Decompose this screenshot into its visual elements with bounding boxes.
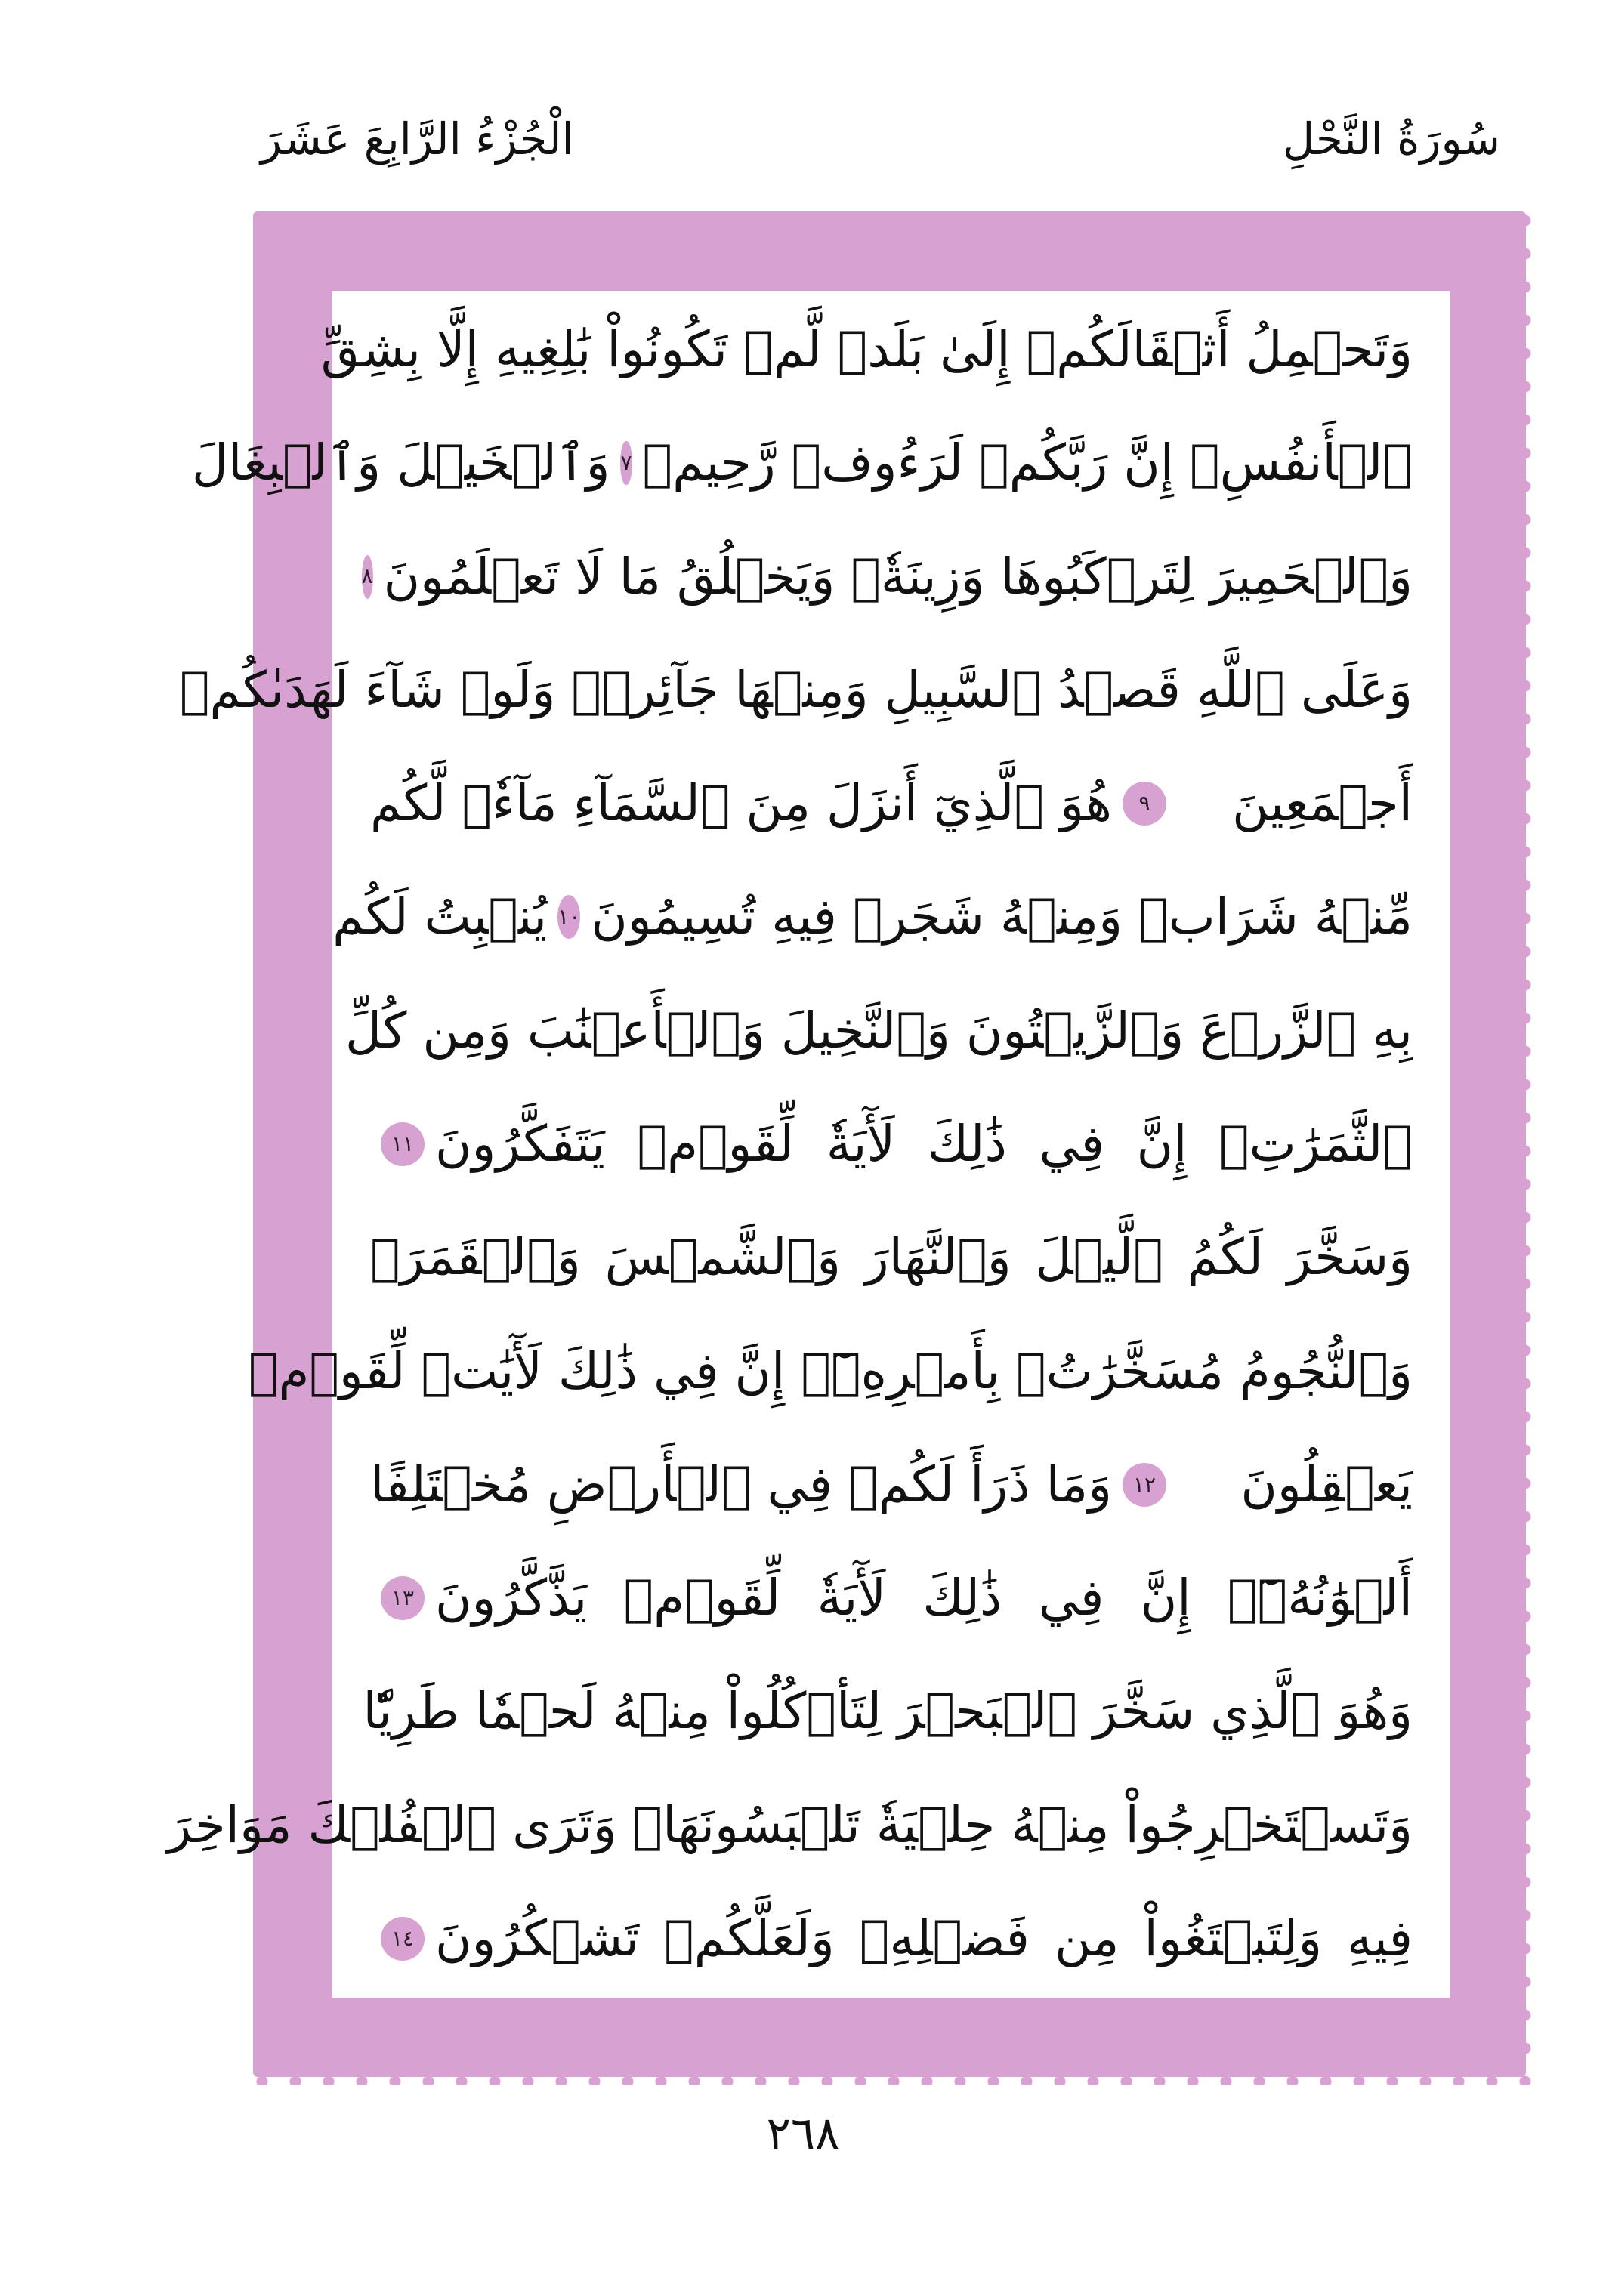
verse-line (332, 887, 1413, 946)
verse-text: ٱلثَّمَرَٰتِۚ إِنَّ فِي ذَٰلِكَ لَأٓيَةٗ لِّقَوۡمٖ يَتَفَكَّرُونَ (435, 1114, 1413, 1173)
verse-line (192, 434, 1413, 492)
verse-line (320, 320, 1413, 378)
verse-text: أَلۡوَٰنُهُۥٓۚ إِنَّ فِي ذَٰلِكَ لَأٓيَةٗ لِّقَوۡمٖ يَذَّكَّرُونَ (435, 1569, 1413, 1628)
verse-line (179, 660, 1413, 719)
verse-text: وَعَلَى ٱللَّهِ قَصۡدُ ٱلسَّبِيلِ وَمِنۡهَا جَآئِرٞۚ وَلَوۡ شَآءَ لَهَدَىٰكُمۡ (179, 660, 1413, 719)
verse-line (370, 1116, 1413, 1173)
verse-text: وَتَحۡمِلُ أَثۡقَالَكُمۡ إِلَىٰ بَلَدٖ لَّمۡ تَكُونُواْ بَٰلِغِيهِ إِلَّا بِشِقِّ (320, 320, 1413, 378)
verse-line (370, 1910, 1413, 1967)
verse-text: وَهُوَ ٱلَّذِي سَخَّرَ ٱلۡبَحۡرَ لِتَأۡكُلُواْ مِنۡهُ لَحۡمٗا طَرِيّٗا (363, 1682, 1413, 1741)
verse-text: وَتَسۡتَخۡرِجُواْ مِنۡهُ حِلۡيَةٗ تَلۡبَسُونَهَاۖ وَتَرَى ٱلۡفُلۡكَ مَوَاخِرَ (167, 1795, 1413, 1854)
ayah-number-marker: ٩ (1123, 782, 1166, 826)
ayah-number-marker: ١٤ (381, 1917, 425, 1961)
ayah-number-marker: ١٠ (557, 895, 580, 939)
ayah-number-marker: ٧ (620, 441, 632, 485)
verse-line (363, 1682, 1413, 1741)
verse-text: يَعۡقِلُونَ (1240, 1455, 1413, 1514)
page-number: ٢٦٨ (766, 2107, 840, 2160)
verse-text-continuation: وَمَا ذَرَأَ لَكُمۡ فِي ٱلۡأَرۡضِ مُخۡتَلِفًا (370, 1455, 1113, 1514)
verse-line (370, 775, 1413, 832)
quran-text-panel (167, 291, 1450, 1998)
ayah-number-marker: ١٣ (381, 1576, 425, 1620)
verse-text: فِيهِ وَلِتَبۡتَغُواْ مِن فَضۡلِهِۦ وَلَعَلَّكُمۡ تَشۡكُرُونَ (435, 1909, 1413, 1967)
verse-line (167, 1795, 1413, 1854)
verse-text-continuation: يُنۢبِتُ لَكُم (332, 887, 548, 946)
verse-text-continuation: وَٱلۡخَيۡلَ وَٱلۡبِغَالَ (192, 434, 610, 492)
verse-text: وَٱلنُّجُومُ مُسَخَّرَٰتُۢ بِأَمۡرِهِۦٓۚ إِنَّ فِي ذَٰلِكَ لَأٓيَٰتٖ لِّقَوۡمٖ (248, 1341, 1413, 1400)
verse-text: ٱلۡأَنفُسِۚ إِنَّ رَبَّكُمۡ لَرَءُوفٞ رَّحِيمٞ (642, 434, 1413, 492)
verse-text: أَجۡمَعِينَ (1232, 774, 1413, 833)
verse-line (370, 1229, 1413, 1286)
verse-text: مِّنۡهُ شَرَابٞ وَمِنۡهُ شَجَرٞ فِيهِ تُسِيمُونَ (591, 887, 1413, 946)
verse-text-continuation: هُوَ ٱلَّذِيٓ أَنزَلَ مِنَ ٱلسَّمَآءِ مَآءٗۖ لَّكُم (370, 774, 1112, 833)
verse-text: وَٱلۡحَمِيرَ لِتَرۡكَبُوهَا وَزِينَةٗۚ وَيَخۡلُقُ مَا لَا تَعۡلَمُونَ (383, 547, 1413, 606)
ayah-number-marker: ١١ (381, 1122, 425, 1166)
ayah-number-marker: ١٢ (1123, 1463, 1166, 1507)
verse-line (370, 1456, 1413, 1514)
verse-lines (167, 320, 1413, 1967)
verse-line (248, 1341, 1413, 1400)
verse-line (345, 1001, 1413, 1060)
surah-name-header: سُورَةُ النَّحْلِ (1282, 113, 1500, 165)
juz-name-header: الْجُزْءُ الرَّابِعَ عَشَرَ (261, 113, 574, 165)
verse-line (370, 1569, 1413, 1627)
verse-text: بِهِ ٱلزَّرۡعَ وَٱلزَّيۡتُونَ وَٱلنَّخِيلَ وَٱلۡأَعۡنَٰبَ وَمِن كُلِّ (345, 1001, 1413, 1060)
verse-line (361, 547, 1413, 606)
verse-text: وَسَخَّرَ لَكُمُ ٱلَّيۡلَ وَٱلنَّهَارَ وَٱلشَّمۡسَ وَٱلۡقَمَرَۖ (370, 1228, 1413, 1287)
ayah-number-marker: ٨ (362, 555, 373, 599)
